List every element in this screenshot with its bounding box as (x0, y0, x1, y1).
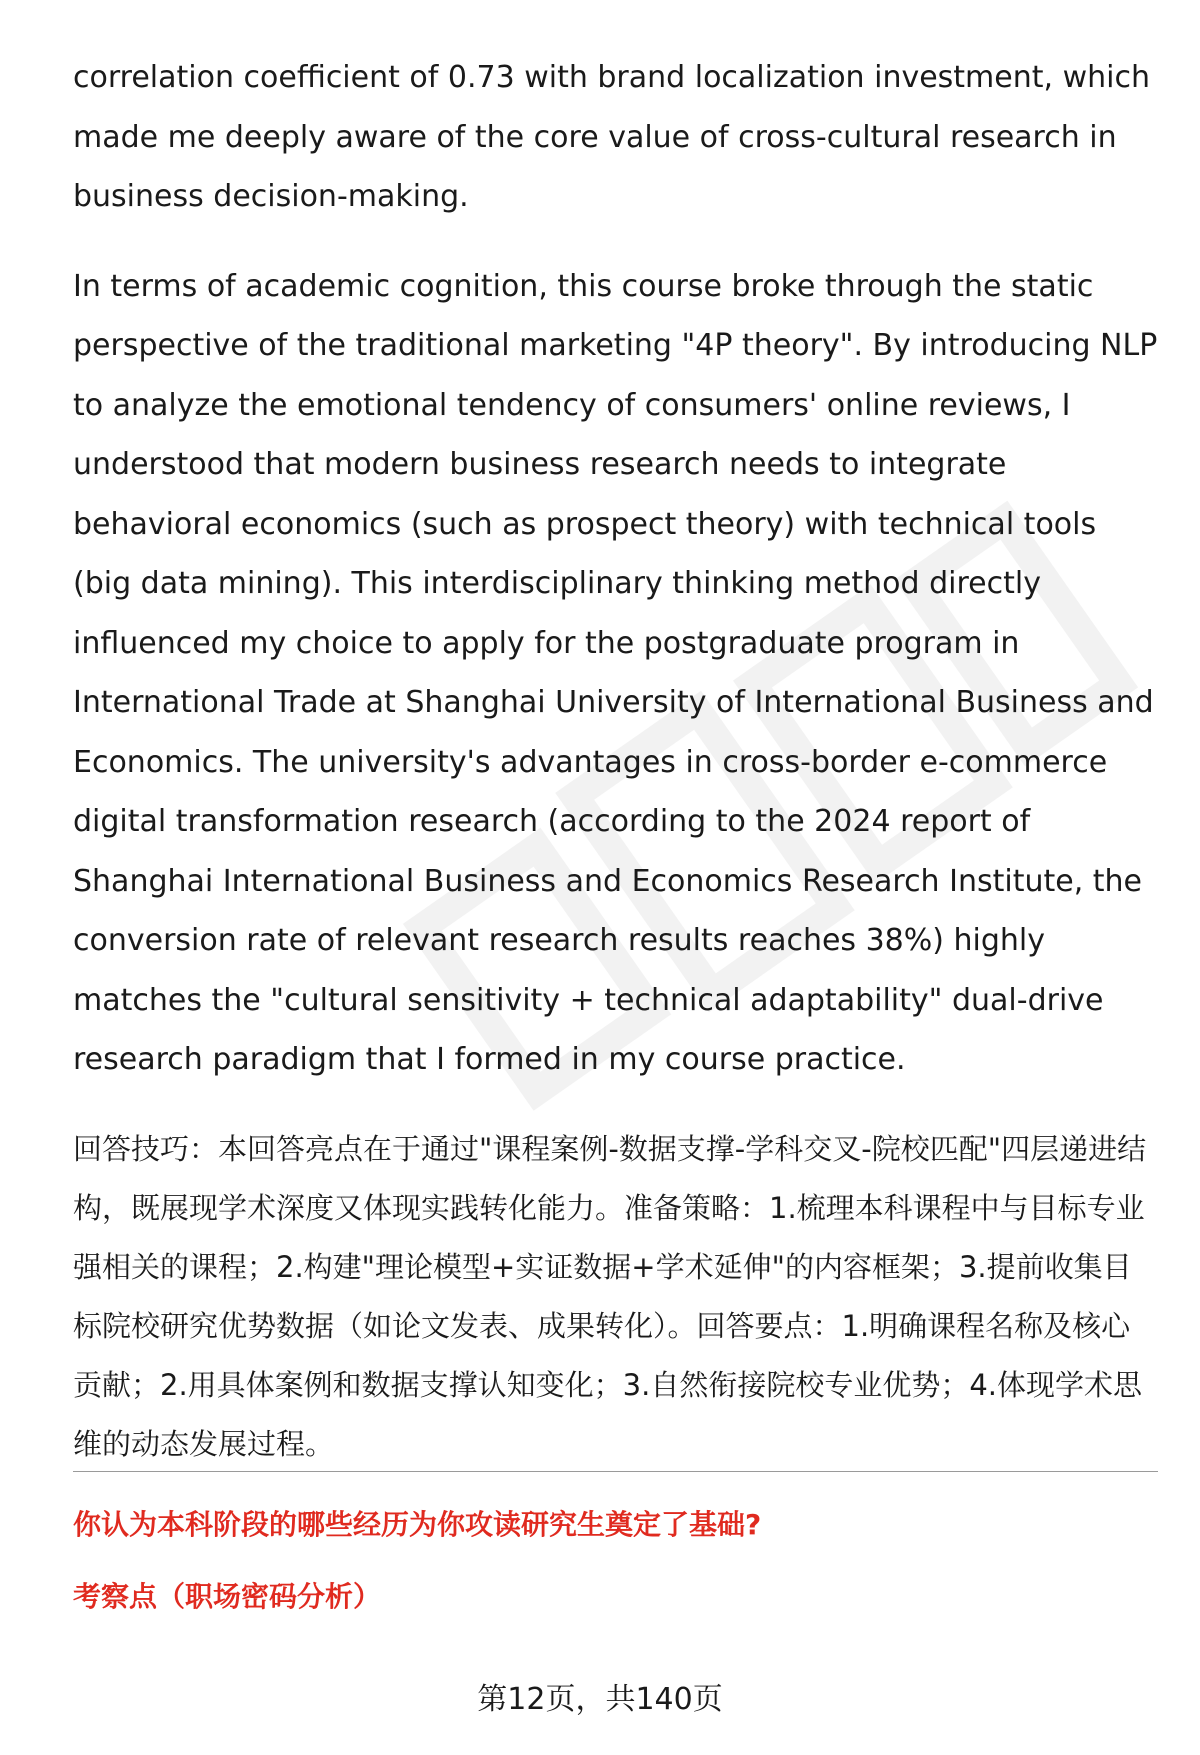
page-number: 第12页，共140页 (477, 1682, 723, 1717)
body-paragraph-1: correlation coefficient of 0.73 with brand localization investment, which made me deeply aware of the core value of cross-cultural research in business decision-making. (73, 60, 1150, 214)
main-content (73, 48, 1158, 1504)
next-question-subtitle: 考察点（职场密码分析） (73, 1580, 382, 1613)
next-question-title: 你认为本科阶段的哪些经历为你攻读研究生奠定了基础? (73, 1508, 762, 1541)
body-paragraph-2: In terms of academic cognition, this course broke through the static perspective of the traditional marketing "4P theory". By introducing NLP to analyze the emotional tendency of consumers' online reviews, I understood that modern business research needs to integrate behavioral economics (such as prospect theory) with technical tools (big data mining). This interdisciplinary thinking method directly influenced my choice to apply for the postgraduate program in International Trade at Shanghai University of International Business and Economics. The university's advantages in cross-border e-commerce digital transformation research (according to the 2024 report of Shanghai International Business and Economics Research Institute, the conversion rate of relevant research results reaches 38%) highly matches the "cultural sensitivity + technical adaptability" dual-drive research paradigm that I formed in my course practice. (73, 268, 1158, 1077)
answer-tips-paragraph: 回答技巧：本回答亮点在于通过"课程案例-数据支撑-学科交叉-院校匹配"四层递进结构，既展现学术深度又体现实践转化能力。准备策略：1.梳理本科课程中与目标专业强相关的课程；2.构建"理论模型+实证数据+学术延伸"的内容框架；3.提前收集目标院校研究优势数据（如论文发表、成果转化）。回答要点：1.明确课程名称及核心贡献；2.用具体案例和数据支撑认知变化；3.自然衔接院校专业优势；4.体现学术思维的动态发展过程。 (73, 1131, 1147, 1461)
section-divider (73, 1471, 1158, 1472)
